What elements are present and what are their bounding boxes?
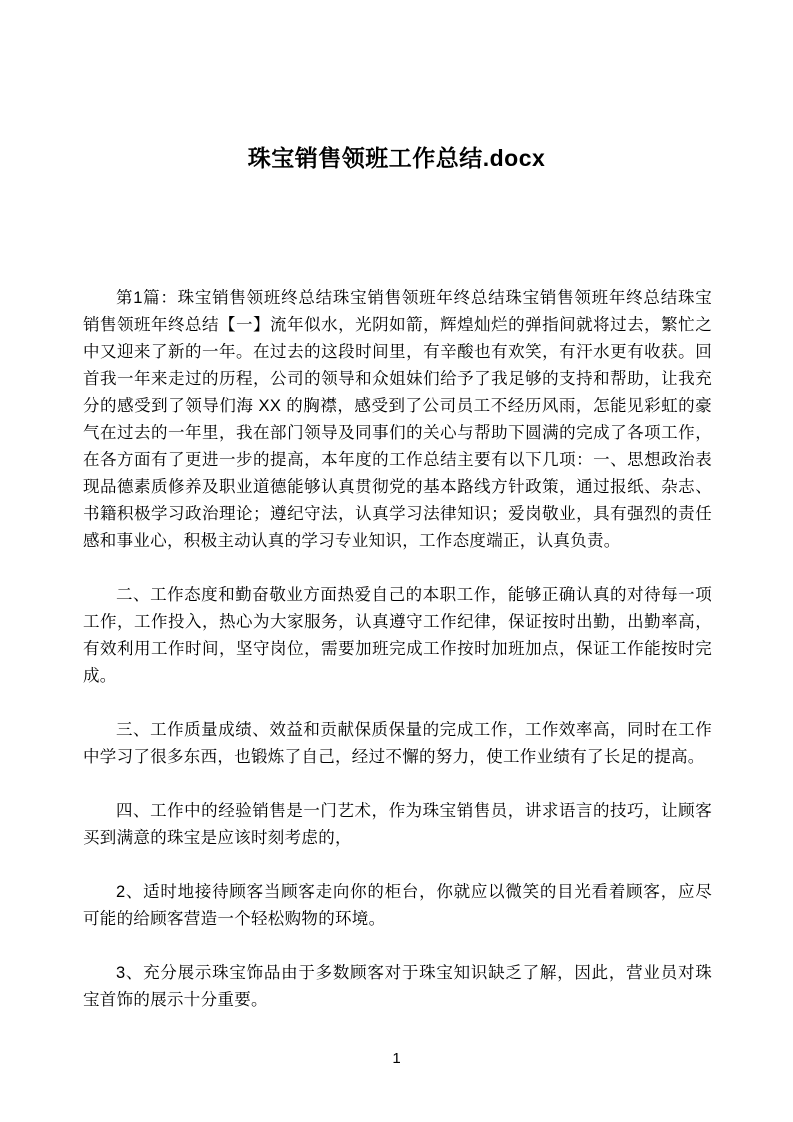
- document-title: 珠宝销售领班工作总结.docx: [247, 145, 546, 171]
- paragraph-6: 3、充分展示珠宝饰品由于多数顾客对于珠宝知识缺乏了解，因此，营业员对珠宝首饰的展示十分重要。: [83, 964, 712, 1009]
- paragraph-5: 2、适时地接待顾客当顾客走向你的柜台，你就应以微笑的目光看着顾客，应尽可能的给顾客营造一个轻松购物的环境。: [83, 883, 712, 928]
- page-number: 1: [392, 1050, 401, 1067]
- paragraph-2: 二、工作态度和勤奋敬业方面热爱自己的本职工作，能够正确认真的对待每一项工作，工作投入，热心为大家服务，认真遵守工作纪律，保证按时出勤，出勤率高，有效利用工作时间，坚守岗位，需要加班完成工作按时加班加点，保证工作能按时完成。: [83, 586, 712, 685]
- paragraph-4: 四、工作中的经验销售是一门艺术，作为珠宝销售员，讲求语言的技巧，让顾客买到满意的珠宝是应该时刻考虑的，: [83, 802, 712, 847]
- document-body: [83, 285, 712, 1014]
- paragraph-1: 第1篇：珠宝销售领班终总结珠宝销售领班年终总结珠宝销售领班年终总结珠宝销售领班年终总结【一】流年似水，光阴如箭，辉煌灿烂的弹指间就将过去，繁忙之中又迎来了新的一年。在过去的这段时间里，有辛酸也有欢笑，有汗水更有收获。回首我一年来走过的历程，公司的领导和众姐妹们给予了我足够的支持和帮助，让我充分的感受到了领导们海 XX 的胸襟，感受到了公司员工不经历风雨，怎能见彩虹的豪气在过去的一年里，我在部门领导及同事们的关心与帮助下圆满的完成了各项工作，在各方面有了更进一步的提高，本年度的工作总结主要有以下几项：一、思想政治表现品德素质修养及职业道德能够认真贯彻党的基本路线方针政策，通过报纸、杂志、书籍积极学习政治理论；遵纪守法，认真学习法律知识；爱岗敬业，具有强烈的责任感和事业心，积极主动认真的学习专业知识，工作态度端正，认真负责。: [83, 289, 712, 550]
- paragraph-3: 三、工作质量成绩、效益和贡献保质保量的完成工作，工作效率高，同时在工作中学习了很多东西，也锻炼了自己，经过不懈的努力，使工作业绩有了长足的提高。: [83, 721, 712, 766]
